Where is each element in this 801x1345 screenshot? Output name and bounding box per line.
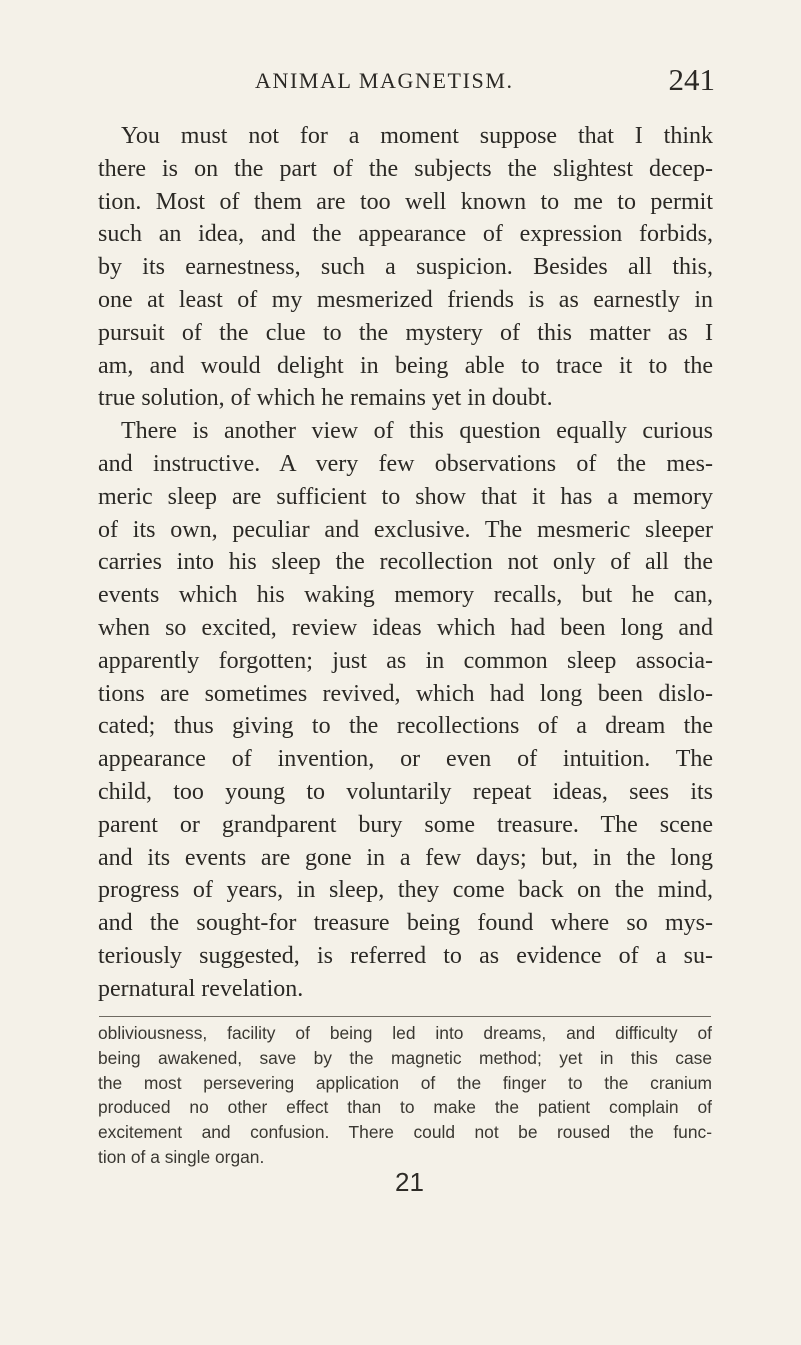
text-line: of its own, peculiar and exclusive. The mesmeric sleeper xyxy=(98,516,713,543)
text-line: pernatural revelation. xyxy=(98,975,304,1002)
signature-mark: 21 xyxy=(395,1167,424,1197)
footnote-line: being awakened, save by the magnetic method; yet in this case xyxy=(98,1047,712,1068)
text-line: pursuit of the clue to the mystery of this matter as I xyxy=(98,319,713,346)
text-line: progress of years, in sleep, they come back on the mind, xyxy=(98,877,713,904)
text-line: cated; thus giving to the recollections of a dream the xyxy=(98,713,713,740)
text-line: and instructive. A very few observations of the mes- xyxy=(98,450,713,477)
text-line: appearance of invention, or even of intuition. The xyxy=(98,746,713,773)
text-line: there is on the part of the subjects the slightest decep- xyxy=(98,155,713,182)
text-line: You must not for a moment suppose that I think xyxy=(121,123,713,149)
text-line: such an idea, and the appearance of expression forbids, xyxy=(98,221,713,248)
page-header xyxy=(255,62,715,102)
text-line: carries into his sleep the recollection not only of all the xyxy=(98,549,713,576)
text-line: teriously suggested, is referred to as evidence of a su- xyxy=(98,942,713,969)
page-number: 241 xyxy=(668,62,715,97)
text-line: when so excited, review ideas which had been long and xyxy=(98,614,713,641)
text-line: apparently forgotten; just as in common sleep associa- xyxy=(98,647,713,674)
text-line: and the sought-for treasure being found where so mys- xyxy=(98,910,713,937)
running-head: ANIMAL MAGNETISM. xyxy=(255,68,514,93)
text-line: child, too young to voluntarily repeat ideas, sees its xyxy=(98,778,713,805)
footnote-divider xyxy=(99,1016,711,1017)
footnote-line: produced no other effect than to make the patient complain of xyxy=(98,1097,712,1118)
footnote-line: excitement and confusion. There could not be roused the func- xyxy=(98,1122,712,1143)
text-line: one at least of my mesmerized friends is as earnestly in xyxy=(98,286,713,313)
footnote-line: tion of a single organ. xyxy=(98,1146,265,1167)
text-line: tion. Most of them are too well known to me to permit xyxy=(98,188,713,215)
text-line: and its events are gone in a few days; but, in the long xyxy=(98,844,713,871)
footnote xyxy=(98,1021,712,1170)
text-line: am, and would delight in being able to trace it to the xyxy=(98,352,713,379)
text-line: by its earnestness, such a suspicion. Besides all this, xyxy=(98,254,713,281)
text-line: parent or grandparent bury some treasure. The scene xyxy=(98,811,713,838)
footnote-line: the most persevering application of the finger to the cranium xyxy=(98,1072,712,1093)
text-line: events which his waking memory recalls, but he can, xyxy=(98,582,713,609)
text-line: true solution, of which he remains yet in doubt. xyxy=(98,385,553,412)
text-line: tions are sometimes revived, which had long been dislo- xyxy=(98,680,713,707)
footnote-line: obliviousness, facility of being led into dreams, and difficulty of xyxy=(98,1023,712,1043)
text-line: There is another view of this question equally curious xyxy=(121,418,713,445)
text-line: meric sleep are sufficient to show that it has a memory xyxy=(98,483,713,510)
body-text xyxy=(98,120,713,1006)
